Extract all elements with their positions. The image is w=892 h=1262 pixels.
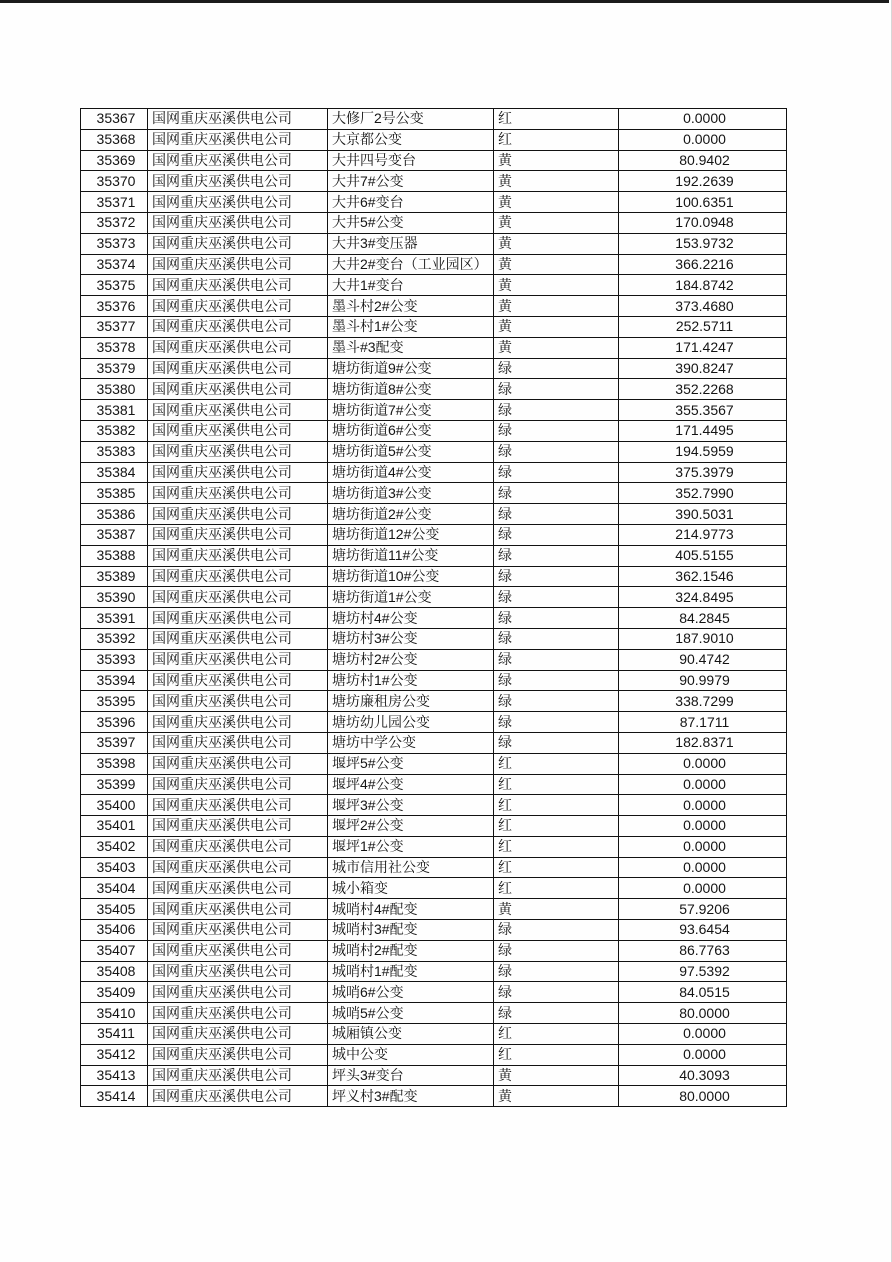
substation-load-table <box>80 108 787 1107</box>
cell-station-name: 塘坊街道3#公变 <box>328 483 494 504</box>
cell-row-id: 35383 <box>81 441 148 462</box>
cell-station-name: 塘坊街道11#公变 <box>328 545 494 566</box>
table-row <box>81 1065 787 1086</box>
cell-row-id: 35369 <box>81 150 148 171</box>
cell-station-name: 塘坊中学公变 <box>328 732 494 753</box>
cell-company-name: 国网重庆巫溪供电公司 <box>148 379 328 400</box>
cell-load-value: 0.0000 <box>619 795 787 816</box>
table-row <box>81 920 787 941</box>
table-row <box>81 212 787 233</box>
cell-load-value: 97.5392 <box>619 961 787 982</box>
cell-station-name: 城哨村3#配变 <box>328 920 494 941</box>
cell-station-name: 塘坊村1#公变 <box>328 670 494 691</box>
cell-row-id: 35371 <box>81 192 148 213</box>
cell-company-name: 国网重庆巫溪供电公司 <box>148 836 328 857</box>
cell-company-name: 国网重庆巫溪供电公司 <box>148 1024 328 1045</box>
cell-load-value: 352.7990 <box>619 483 787 504</box>
cell-status-color: 红 <box>494 795 619 816</box>
cell-load-value: 390.8247 <box>619 358 787 379</box>
cell-company-name: 国网重庆巫溪供电公司 <box>148 400 328 421</box>
cell-row-id: 35381 <box>81 400 148 421</box>
cell-status-color: 绿 <box>494 524 619 545</box>
cell-load-value: 192.2639 <box>619 171 787 192</box>
cell-load-value: 0.0000 <box>619 1044 787 1065</box>
cell-load-value: 375.3979 <box>619 462 787 483</box>
cell-station-name: 城哨村2#配变 <box>328 940 494 961</box>
cell-company-name: 国网重庆巫溪供电公司 <box>148 296 328 317</box>
table-row <box>81 171 787 192</box>
table-row <box>81 857 787 878</box>
cell-status-color: 绿 <box>494 940 619 961</box>
cell-load-value: 366.2216 <box>619 254 787 275</box>
cell-company-name: 国网重庆巫溪供电公司 <box>148 795 328 816</box>
cell-load-value: 86.7763 <box>619 940 787 961</box>
cell-row-id: 35384 <box>81 462 148 483</box>
cell-load-value: 324.8495 <box>619 587 787 608</box>
cell-status-color: 绿 <box>494 982 619 1003</box>
cell-status-color: 黄 <box>494 899 619 920</box>
cell-load-value: 0.0000 <box>619 129 787 150</box>
table-row <box>81 129 787 150</box>
cell-station-name: 塘坊街道9#公变 <box>328 358 494 379</box>
cell-row-id: 35397 <box>81 732 148 753</box>
cell-station-name: 大井6#变台 <box>328 192 494 213</box>
cell-station-name: 塘坊街道8#公变 <box>328 379 494 400</box>
cell-load-value: 214.9773 <box>619 524 787 545</box>
cell-row-id: 35406 <box>81 920 148 941</box>
cell-row-id: 35407 <box>81 940 148 961</box>
cell-station-name: 坪义村3#配变 <box>328 1086 494 1107</box>
cell-station-name: 塘坊街道7#公变 <box>328 400 494 421</box>
cell-load-value: 0.0000 <box>619 753 787 774</box>
cell-company-name: 国网重庆巫溪供电公司 <box>148 608 328 629</box>
cell-station-name: 堰坪5#公变 <box>328 753 494 774</box>
cell-status-color: 绿 <box>494 379 619 400</box>
cell-status-color: 绿 <box>494 441 619 462</box>
cell-status-color: 绿 <box>494 961 619 982</box>
cell-row-id: 35411 <box>81 1024 148 1045</box>
cell-company-name: 国网重庆巫溪供电公司 <box>148 212 328 233</box>
cell-row-id: 35409 <box>81 982 148 1003</box>
cell-row-id: 35388 <box>81 545 148 566</box>
table-row <box>81 358 787 379</box>
cell-company-name: 国网重庆巫溪供电公司 <box>148 1086 328 1107</box>
cell-load-value: 153.9732 <box>619 233 787 254</box>
table-row <box>81 462 787 483</box>
table-row <box>81 233 787 254</box>
table-row <box>81 192 787 213</box>
cell-status-color: 红 <box>494 836 619 857</box>
cell-company-name: 国网重庆巫溪供电公司 <box>148 462 328 483</box>
cell-load-value: 405.5155 <box>619 545 787 566</box>
cell-row-id: 35404 <box>81 878 148 899</box>
cell-station-name: 塘坊街道4#公变 <box>328 462 494 483</box>
cell-status-color: 绿 <box>494 732 619 753</box>
cell-status-color: 绿 <box>494 649 619 670</box>
cell-status-color: 红 <box>494 816 619 837</box>
cell-row-id: 35395 <box>81 691 148 712</box>
table-row <box>81 649 787 670</box>
cell-load-value: 252.5711 <box>619 316 787 337</box>
table-row <box>81 1003 787 1024</box>
cell-status-color: 黄 <box>494 171 619 192</box>
table-row <box>81 670 787 691</box>
cell-status-color: 红 <box>494 857 619 878</box>
table-row <box>81 816 787 837</box>
cell-company-name: 国网重庆巫溪供电公司 <box>148 857 328 878</box>
cell-company-name: 国网重庆巫溪供电公司 <box>148 628 328 649</box>
cell-row-id: 35373 <box>81 233 148 254</box>
cell-station-name: 堰坪3#公变 <box>328 795 494 816</box>
cell-company-name: 国网重庆巫溪供电公司 <box>148 1003 328 1024</box>
table-row <box>81 504 787 525</box>
cell-load-value: 187.9010 <box>619 628 787 649</box>
cell-status-color: 绿 <box>494 504 619 525</box>
table-row <box>81 420 787 441</box>
cell-station-name: 城中公变 <box>328 1044 494 1065</box>
cell-station-name: 墨斗#3配变 <box>328 337 494 358</box>
cell-company-name: 国网重庆巫溪供电公司 <box>148 1065 328 1086</box>
cell-load-value: 57.9206 <box>619 899 787 920</box>
cell-load-value: 80.0000 <box>619 1086 787 1107</box>
cell-row-id: 35370 <box>81 171 148 192</box>
cell-status-color: 绿 <box>494 608 619 629</box>
cell-status-color: 红 <box>494 129 619 150</box>
cell-row-id: 35374 <box>81 254 148 275</box>
cell-station-name: 城小箱变 <box>328 878 494 899</box>
table-row <box>81 878 787 899</box>
cell-station-name: 大京都公变 <box>328 129 494 150</box>
cell-station-name: 堰坪4#公变 <box>328 774 494 795</box>
cell-status-color: 黄 <box>494 150 619 171</box>
table-row <box>81 150 787 171</box>
cell-status-color: 黄 <box>494 296 619 317</box>
cell-load-value: 0.0000 <box>619 109 787 130</box>
cell-company-name: 国网重庆巫溪供电公司 <box>148 441 328 462</box>
table-row <box>81 712 787 733</box>
cell-load-value: 84.0515 <box>619 982 787 1003</box>
cell-row-id: 35405 <box>81 899 148 920</box>
cell-row-id: 35367 <box>81 109 148 130</box>
cell-status-color: 红 <box>494 753 619 774</box>
cell-status-color: 绿 <box>494 400 619 421</box>
cell-load-value: 171.4247 <box>619 337 787 358</box>
cell-status-color: 绿 <box>494 420 619 441</box>
cell-row-id: 35408 <box>81 961 148 982</box>
cell-station-name: 塘坊街道1#公变 <box>328 587 494 608</box>
cell-company-name: 国网重庆巫溪供电公司 <box>148 899 328 920</box>
table-row <box>81 732 787 753</box>
cell-company-name: 国网重庆巫溪供电公司 <box>148 816 328 837</box>
cell-load-value: 373.4680 <box>619 296 787 317</box>
cell-row-id: 35413 <box>81 1065 148 1086</box>
cell-status-color: 绿 <box>494 712 619 733</box>
cell-company-name: 国网重庆巫溪供电公司 <box>148 691 328 712</box>
cell-status-color: 绿 <box>494 483 619 504</box>
table-row <box>81 940 787 961</box>
table-row <box>81 524 787 545</box>
cell-company-name: 国网重庆巫溪供电公司 <box>148 920 328 941</box>
cell-row-id: 35380 <box>81 379 148 400</box>
cell-station-name: 城哨6#公变 <box>328 982 494 1003</box>
cell-load-value: 90.4742 <box>619 649 787 670</box>
table-row <box>81 379 787 400</box>
cell-row-id: 35410 <box>81 1003 148 1024</box>
cell-status-color: 绿 <box>494 566 619 587</box>
cell-row-id: 35402 <box>81 836 148 857</box>
page-top-rule <box>0 0 889 3</box>
cell-station-name: 城哨5#公变 <box>328 1003 494 1024</box>
cell-station-name: 塘坊街道2#公变 <box>328 504 494 525</box>
cell-row-id: 35394 <box>81 670 148 691</box>
cell-company-name: 国网重庆巫溪供电公司 <box>148 504 328 525</box>
cell-station-name: 大井1#变台 <box>328 275 494 296</box>
cell-load-value: 0.0000 <box>619 878 787 899</box>
cell-company-name: 国网重庆巫溪供电公司 <box>148 961 328 982</box>
cell-company-name: 国网重庆巫溪供电公司 <box>148 275 328 296</box>
cell-station-name: 墨斗村2#公变 <box>328 296 494 317</box>
cell-station-name: 城厢镇公变 <box>328 1024 494 1045</box>
cell-row-id: 35396 <box>81 712 148 733</box>
cell-status-color: 绿 <box>494 691 619 712</box>
cell-row-id: 35372 <box>81 212 148 233</box>
cell-company-name: 国网重庆巫溪供电公司 <box>148 545 328 566</box>
cell-company-name: 国网重庆巫溪供电公司 <box>148 670 328 691</box>
table-row <box>81 296 787 317</box>
cell-load-value: 355.3567 <box>619 400 787 421</box>
cell-load-value: 182.8371 <box>619 732 787 753</box>
table-body <box>81 109 787 1107</box>
cell-row-id: 35401 <box>81 816 148 837</box>
cell-row-id: 35399 <box>81 774 148 795</box>
cell-station-name: 塘坊街道6#公变 <box>328 420 494 441</box>
table-row <box>81 608 787 629</box>
cell-station-name: 塘坊街道12#公变 <box>328 524 494 545</box>
table-row <box>81 441 787 462</box>
cell-company-name: 国网重庆巫溪供电公司 <box>148 878 328 899</box>
cell-station-name: 城哨村1#配变 <box>328 961 494 982</box>
cell-company-name: 国网重庆巫溪供电公司 <box>148 171 328 192</box>
cell-station-name: 城市信用社公变 <box>328 857 494 878</box>
cell-station-name: 大井四号变台 <box>328 150 494 171</box>
table-row <box>81 483 787 504</box>
cell-company-name: 国网重庆巫溪供电公司 <box>148 233 328 254</box>
table-row <box>81 337 787 358</box>
cell-row-id: 35390 <box>81 587 148 608</box>
cell-status-color: 绿 <box>494 587 619 608</box>
cell-company-name: 国网重庆巫溪供电公司 <box>148 566 328 587</box>
cell-company-name: 国网重庆巫溪供电公司 <box>148 358 328 379</box>
cell-company-name: 国网重庆巫溪供电公司 <box>148 732 328 753</box>
cell-load-value: 87.1711 <box>619 712 787 733</box>
cell-row-id: 35398 <box>81 753 148 774</box>
cell-station-name: 塘坊街道10#公变 <box>328 566 494 587</box>
cell-station-name: 塘坊廉租房公变 <box>328 691 494 712</box>
table-row <box>81 316 787 337</box>
cell-station-name: 城哨村4#配变 <box>328 899 494 920</box>
cell-status-color: 黄 <box>494 1065 619 1086</box>
cell-load-value: 0.0000 <box>619 816 787 837</box>
cell-row-id: 35382 <box>81 420 148 441</box>
cell-row-id: 35400 <box>81 795 148 816</box>
cell-company-name: 国网重庆巫溪供电公司 <box>148 483 328 504</box>
cell-status-color: 绿 <box>494 1003 619 1024</box>
cell-row-id: 35387 <box>81 524 148 545</box>
cell-load-value: 171.4495 <box>619 420 787 441</box>
cell-company-name: 国网重庆巫溪供电公司 <box>148 109 328 130</box>
cell-status-color: 黄 <box>494 233 619 254</box>
cell-row-id: 35375 <box>81 275 148 296</box>
table-row <box>81 400 787 421</box>
cell-station-name: 墨斗村1#公变 <box>328 316 494 337</box>
cell-company-name: 国网重庆巫溪供电公司 <box>148 316 328 337</box>
cell-status-color: 红 <box>494 109 619 130</box>
cell-load-value: 352.2268 <box>619 379 787 400</box>
cell-row-id: 35379 <box>81 358 148 379</box>
cell-company-name: 国网重庆巫溪供电公司 <box>148 524 328 545</box>
cell-station-name: 堰坪2#公变 <box>328 816 494 837</box>
cell-station-name: 塘坊村2#公变 <box>328 649 494 670</box>
cell-load-value: 0.0000 <box>619 836 787 857</box>
cell-row-id: 35393 <box>81 649 148 670</box>
cell-load-value: 0.0000 <box>619 857 787 878</box>
cell-status-color: 红 <box>494 878 619 899</box>
cell-company-name: 国网重庆巫溪供电公司 <box>148 1044 328 1065</box>
table-row <box>81 691 787 712</box>
cell-row-id: 35386 <box>81 504 148 525</box>
cell-load-value: 40.3093 <box>619 1065 787 1086</box>
cell-status-color: 黄 <box>494 337 619 358</box>
cell-company-name: 国网重庆巫溪供电公司 <box>148 420 328 441</box>
cell-status-color: 黄 <box>494 316 619 337</box>
table-row <box>81 254 787 275</box>
cell-company-name: 国网重庆巫溪供电公司 <box>148 587 328 608</box>
cell-load-value: 93.6454 <box>619 920 787 941</box>
cell-status-color: 红 <box>494 1044 619 1065</box>
table-row <box>81 545 787 566</box>
cell-station-name: 大井3#变压器 <box>328 233 494 254</box>
table-row <box>81 982 787 1003</box>
cell-load-value: 362.1546 <box>619 566 787 587</box>
cell-station-name: 堰坪1#公变 <box>328 836 494 857</box>
cell-company-name: 国网重庆巫溪供电公司 <box>148 150 328 171</box>
cell-status-color: 绿 <box>494 545 619 566</box>
cell-load-value: 194.5959 <box>619 441 787 462</box>
cell-row-id: 35368 <box>81 129 148 150</box>
cell-company-name: 国网重庆巫溪供电公司 <box>148 982 328 1003</box>
cell-station-name: 塘坊村4#公变 <box>328 608 494 629</box>
cell-load-value: 184.8742 <box>619 275 787 296</box>
cell-status-color: 黄 <box>494 254 619 275</box>
cell-company-name: 国网重庆巫溪供电公司 <box>148 192 328 213</box>
table-row <box>81 899 787 920</box>
cell-load-value: 338.7299 <box>619 691 787 712</box>
cell-status-color: 绿 <box>494 670 619 691</box>
cell-load-value: 80.9402 <box>619 150 787 171</box>
cell-company-name: 国网重庆巫溪供电公司 <box>148 254 328 275</box>
cell-station-name: 塘坊幼儿园公变 <box>328 712 494 733</box>
cell-load-value: 390.5031 <box>619 504 787 525</box>
cell-station-name: 大井2#变台（工业园区） <box>328 254 494 275</box>
table-row <box>81 566 787 587</box>
cell-load-value: 100.6351 <box>619 192 787 213</box>
cell-station-name: 大修厂2号公变 <box>328 109 494 130</box>
cell-row-id: 35385 <box>81 483 148 504</box>
cell-station-name: 大井5#公变 <box>328 212 494 233</box>
cell-status-color: 绿 <box>494 462 619 483</box>
cell-status-color: 黄 <box>494 275 619 296</box>
cell-row-id: 35412 <box>81 1044 148 1065</box>
table-row <box>81 587 787 608</box>
cell-row-id: 35391 <box>81 608 148 629</box>
table-row <box>81 753 787 774</box>
cell-row-id: 35389 <box>81 566 148 587</box>
cell-load-value: 84.2845 <box>619 608 787 629</box>
table-row <box>81 628 787 649</box>
cell-station-name: 大井7#公变 <box>328 171 494 192</box>
cell-row-id: 35414 <box>81 1086 148 1107</box>
cell-company-name: 国网重庆巫溪供电公司 <box>148 940 328 961</box>
cell-row-id: 35403 <box>81 857 148 878</box>
cell-company-name: 国网重庆巫溪供电公司 <box>148 337 328 358</box>
table-row <box>81 795 787 816</box>
table-row <box>81 109 787 130</box>
table-row <box>81 774 787 795</box>
table-row <box>81 275 787 296</box>
cell-status-color: 绿 <box>494 628 619 649</box>
table-row <box>81 1044 787 1065</box>
cell-station-name: 塘坊街道5#公变 <box>328 441 494 462</box>
cell-station-name: 塘坊村3#公变 <box>328 628 494 649</box>
cell-status-color: 绿 <box>494 358 619 379</box>
cell-load-value: 170.0948 <box>619 212 787 233</box>
table-row <box>81 961 787 982</box>
cell-company-name: 国网重庆巫溪供电公司 <box>148 712 328 733</box>
cell-status-color: 黄 <box>494 212 619 233</box>
cell-company-name: 国网重庆巫溪供电公司 <box>148 753 328 774</box>
table-row <box>81 1086 787 1107</box>
cell-status-color: 绿 <box>494 920 619 941</box>
cell-company-name: 国网重庆巫溪供电公司 <box>148 649 328 670</box>
cell-load-value: 0.0000 <box>619 1024 787 1045</box>
cell-row-id: 35392 <box>81 628 148 649</box>
cell-row-id: 35377 <box>81 316 148 337</box>
cell-status-color: 红 <box>494 774 619 795</box>
cell-station-name: 坪头3#变台 <box>328 1065 494 1086</box>
cell-company-name: 国网重庆巫溪供电公司 <box>148 774 328 795</box>
cell-row-id: 35376 <box>81 296 148 317</box>
cell-load-value: 0.0000 <box>619 774 787 795</box>
cell-load-value: 90.9979 <box>619 670 787 691</box>
cell-status-color: 红 <box>494 1024 619 1045</box>
cell-row-id: 35378 <box>81 337 148 358</box>
cell-load-value: 80.0000 <box>619 1003 787 1024</box>
table-row <box>81 1024 787 1045</box>
cell-company-name: 国网重庆巫溪供电公司 <box>148 129 328 150</box>
table-row <box>81 836 787 857</box>
cell-status-color: 黄 <box>494 1086 619 1107</box>
cell-status-color: 黄 <box>494 192 619 213</box>
